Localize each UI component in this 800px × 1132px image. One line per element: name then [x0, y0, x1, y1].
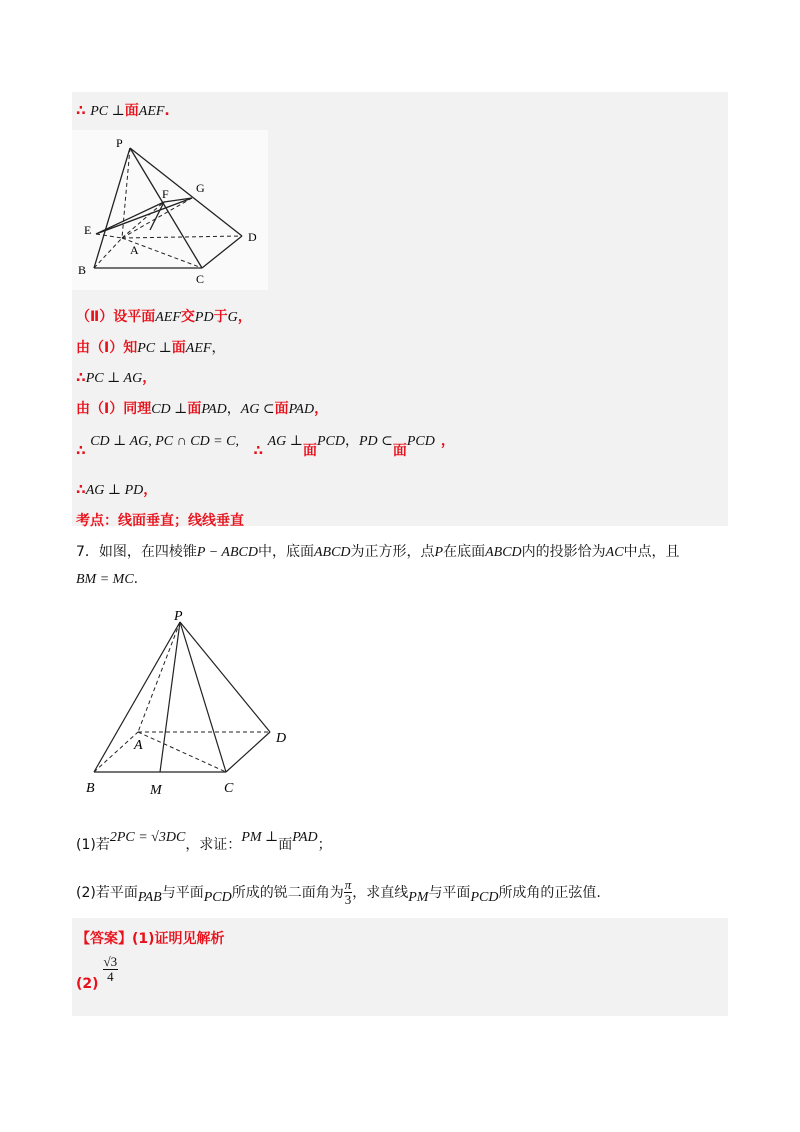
part2-line-4: 由（Ⅰ）同理CD ⊥面PAD，AG ⊂面PAD，: [76, 401, 329, 417]
label-F: F: [162, 187, 169, 201]
question-7-line-2: BM = MC.: [76, 571, 139, 587]
subquestion-2: (2)若平面 PAB 与平面 PCD 所成的锐二面角为 $\frac{\pi}{3}$ ，求直线 PM 与平面 PCD 所成角的正弦值.: [76, 876, 601, 907]
label-E: E: [84, 223, 92, 237]
part2-line-2: 由（Ⅰ）知PC ⊥面AEF，: [76, 340, 226, 356]
part2-line-6: ∴AG ⊥ PD，: [76, 482, 158, 498]
label-P: P: [116, 136, 123, 150]
part2-line-5: ∴ CD ⊥ AG, PC ∩ CD = C, ∴ AG ⊥面PCD，PD ⊂面PCD ，: [76, 433, 455, 459]
subquestion-1: (1)若2PC = √3DC，求证：PM ⊥面PAD；: [76, 830, 332, 853]
pyramid-figure-2: [86, 606, 300, 802]
fraction-pi-over-3: $\frac{\pi}{3}$: [344, 876, 352, 907]
label-B: B: [86, 781, 95, 796]
answer-line-1: 【答案】(1)证明见解析: [76, 931, 225, 947]
label-B: B: [78, 263, 87, 277]
fraction-sqrt3-over-4: $\frac{√3}{4}$: [103, 954, 118, 984]
kaodian-label: 考点：线面垂直；线线垂直: [76, 513, 244, 529]
label-C: C: [224, 781, 234, 796]
label-G: G: [196, 181, 205, 195]
part2-line-1: （Ⅱ）设平面AEF交PD于G，: [76, 309, 252, 325]
answer-line-2: (2) $\frac{√3}{4}$: [76, 954, 118, 992]
label-D: D: [276, 731, 287, 746]
label-D: D: [248, 230, 257, 244]
label-A: A: [130, 243, 139, 257]
question-7-line-1: 7．如图，在四棱锥P − ABCD中，底面ABCD为正方形，点P在底面ABCD内的投影恰为AC中点，且: [76, 544, 680, 560]
label-P: P: [174, 609, 183, 624]
conclusion-line: ∴ PC ⊥面AEF.: [76, 103, 170, 119]
part2-line-3: ∴PC ⊥ AG，: [76, 370, 157, 386]
label-M: M: [150, 783, 162, 798]
label-A: A: [134, 738, 143, 753]
pyramid-figure-1: [72, 130, 268, 290]
label-C: C: [196, 272, 205, 286]
